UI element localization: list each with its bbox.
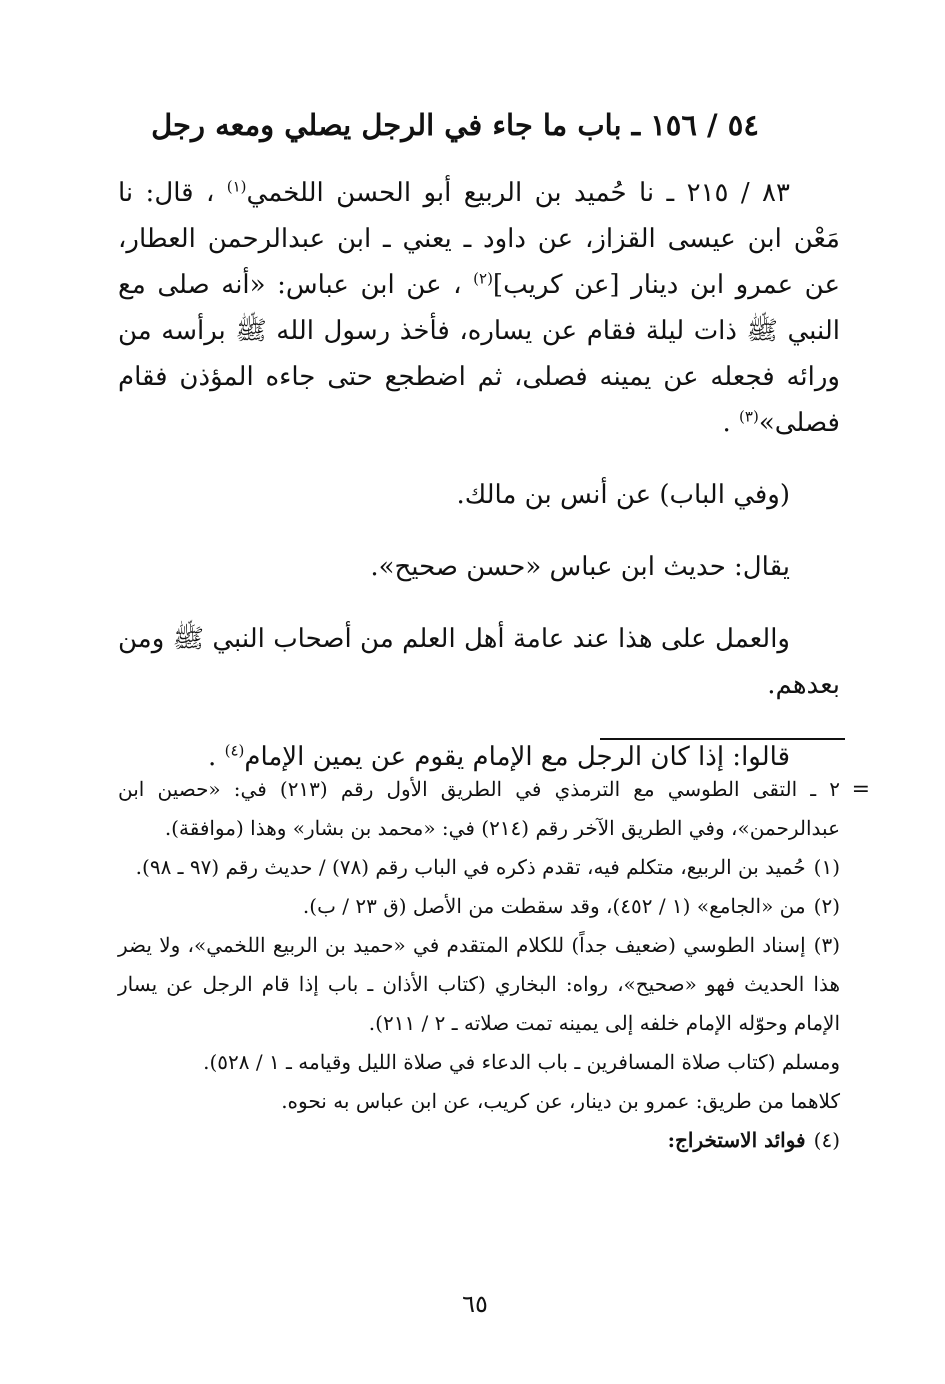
hadith-text-3: ، عن ابن عباس: «أنه صلى مع النبي ﷺ ذات ليلة فقام عن يساره، فأخذ رسول الله ﷺ برأسه من ورائه فجعله عن يمينه فصلى، ثم اضطجع حتى جاءه المؤذن فقام فصلى»	[118, 270, 840, 438]
yuqal-paragraph: يقال: حديث ابن عباس «حسن صحيح».	[370, 552, 790, 582]
hadith-text-1: ٨٣ / ٢١٥ ـ نا حُميد بن الربيع أبو الحسن اللخمي	[246, 178, 790, 208]
amal-paragraph: والعمل على هذا عند عامة أهل العلم من أصحاب النبي ﷺ ومن بعدهم.	[118, 624, 840, 700]
qalu-end: .	[208, 742, 225, 772]
footnote-number: (١)	[813, 855, 840, 879]
footnote-ref-4: (٤)	[224, 741, 245, 760]
main-text	[118, 170, 840, 780]
hadith-text-2: ، قال: نا مَعْن ابن عيسى القزاز، عن داود ـ يعني ـ ابن عبدالرحمن العطار، عن عمرو ابن دينار [عن كريب]	[118, 178, 840, 300]
hadith-paragraph	[118, 170, 840, 446]
footnote-3	[118, 926, 840, 1043]
footnote-ref-1: (١)	[226, 177, 247, 196]
footnote-ref-2: (٢)	[473, 269, 493, 288]
footnote-text: إسناد الطوسي (ضعيف جداً) للكلام المتقدم في «حميد بن الربيع اللخمي»، ولا يضر هذا الحديث فهو «صحيح»، رواه: البخاري (كتاب الأذان ـ باب إذا قام الرجل عن يسار الإمام وحوّله الإمام خلفه إلى يمينه تمت صلاته ـ ٢ / ٢١١).	[118, 933, 840, 1035]
qalu-text: قالوا: إذا كان الرجل مع الإمام يقوم عن يمين الإمام	[244, 742, 790, 772]
footnote-3-muslim: ومسلم (كتاب صلاة المسافرين ـ باب الدعاء في صلاة الليل وقيامه ـ ١ / ٥٢٨).	[203, 1050, 840, 1074]
hadith-end: .	[722, 408, 740, 438]
chapter-heading: ٥٤ / ١٥٦ ـ باب ما جاء في الرجل يصلي ومعه رجل	[151, 108, 759, 142]
footnotes	[118, 770, 870, 1160]
footnote-number: (٣)	[813, 933, 840, 957]
footnote-continuation-text: ٢ ـ التقى الطوسي مع الترمذي في الطريق الأول رقم (٢١٣) في: «حصين ابن عبدالرحمن»، وفي الطريق الآخر رقم (٢١٤) في: «محمد بن بشار» وهذا (موافقة).	[118, 777, 840, 840]
bab-paragraph: (وفي الباب) عن أنس بن مالك.	[456, 480, 790, 510]
page-number: ٦٥	[462, 1290, 488, 1318]
footnote-number: (٢)	[813, 894, 840, 918]
footnote-continuation	[118, 770, 870, 848]
footnote-number: (٤)	[813, 1128, 840, 1152]
footnote-separator	[600, 738, 845, 740]
footnote-2	[118, 887, 840, 926]
footnote-text: فوائد الاستخراج:	[667, 1128, 806, 1152]
footnote-3-summary: كلاهما من طريق: عمرو بن دينار، عن كريب، عن ابن عباس به نحوه.	[281, 1089, 840, 1113]
footnote-4	[118, 1121, 840, 1160]
footnote-ref-3: (٣)	[739, 407, 759, 426]
continuation-mark: =	[851, 777, 870, 802]
footnote-text: حُميد بن الربيع، متكلم فيه، تقدم ذكره في الباب رقم (٧٨) / حديث رقم (٩٧ ـ ٩٨).	[135, 855, 806, 879]
footnote-text: من «الجامع» (١ / ٤٥٢)، وقد سقطت من الأصل (ق ٢٣ / ب).	[302, 894, 806, 918]
footnote-1	[118, 848, 840, 887]
